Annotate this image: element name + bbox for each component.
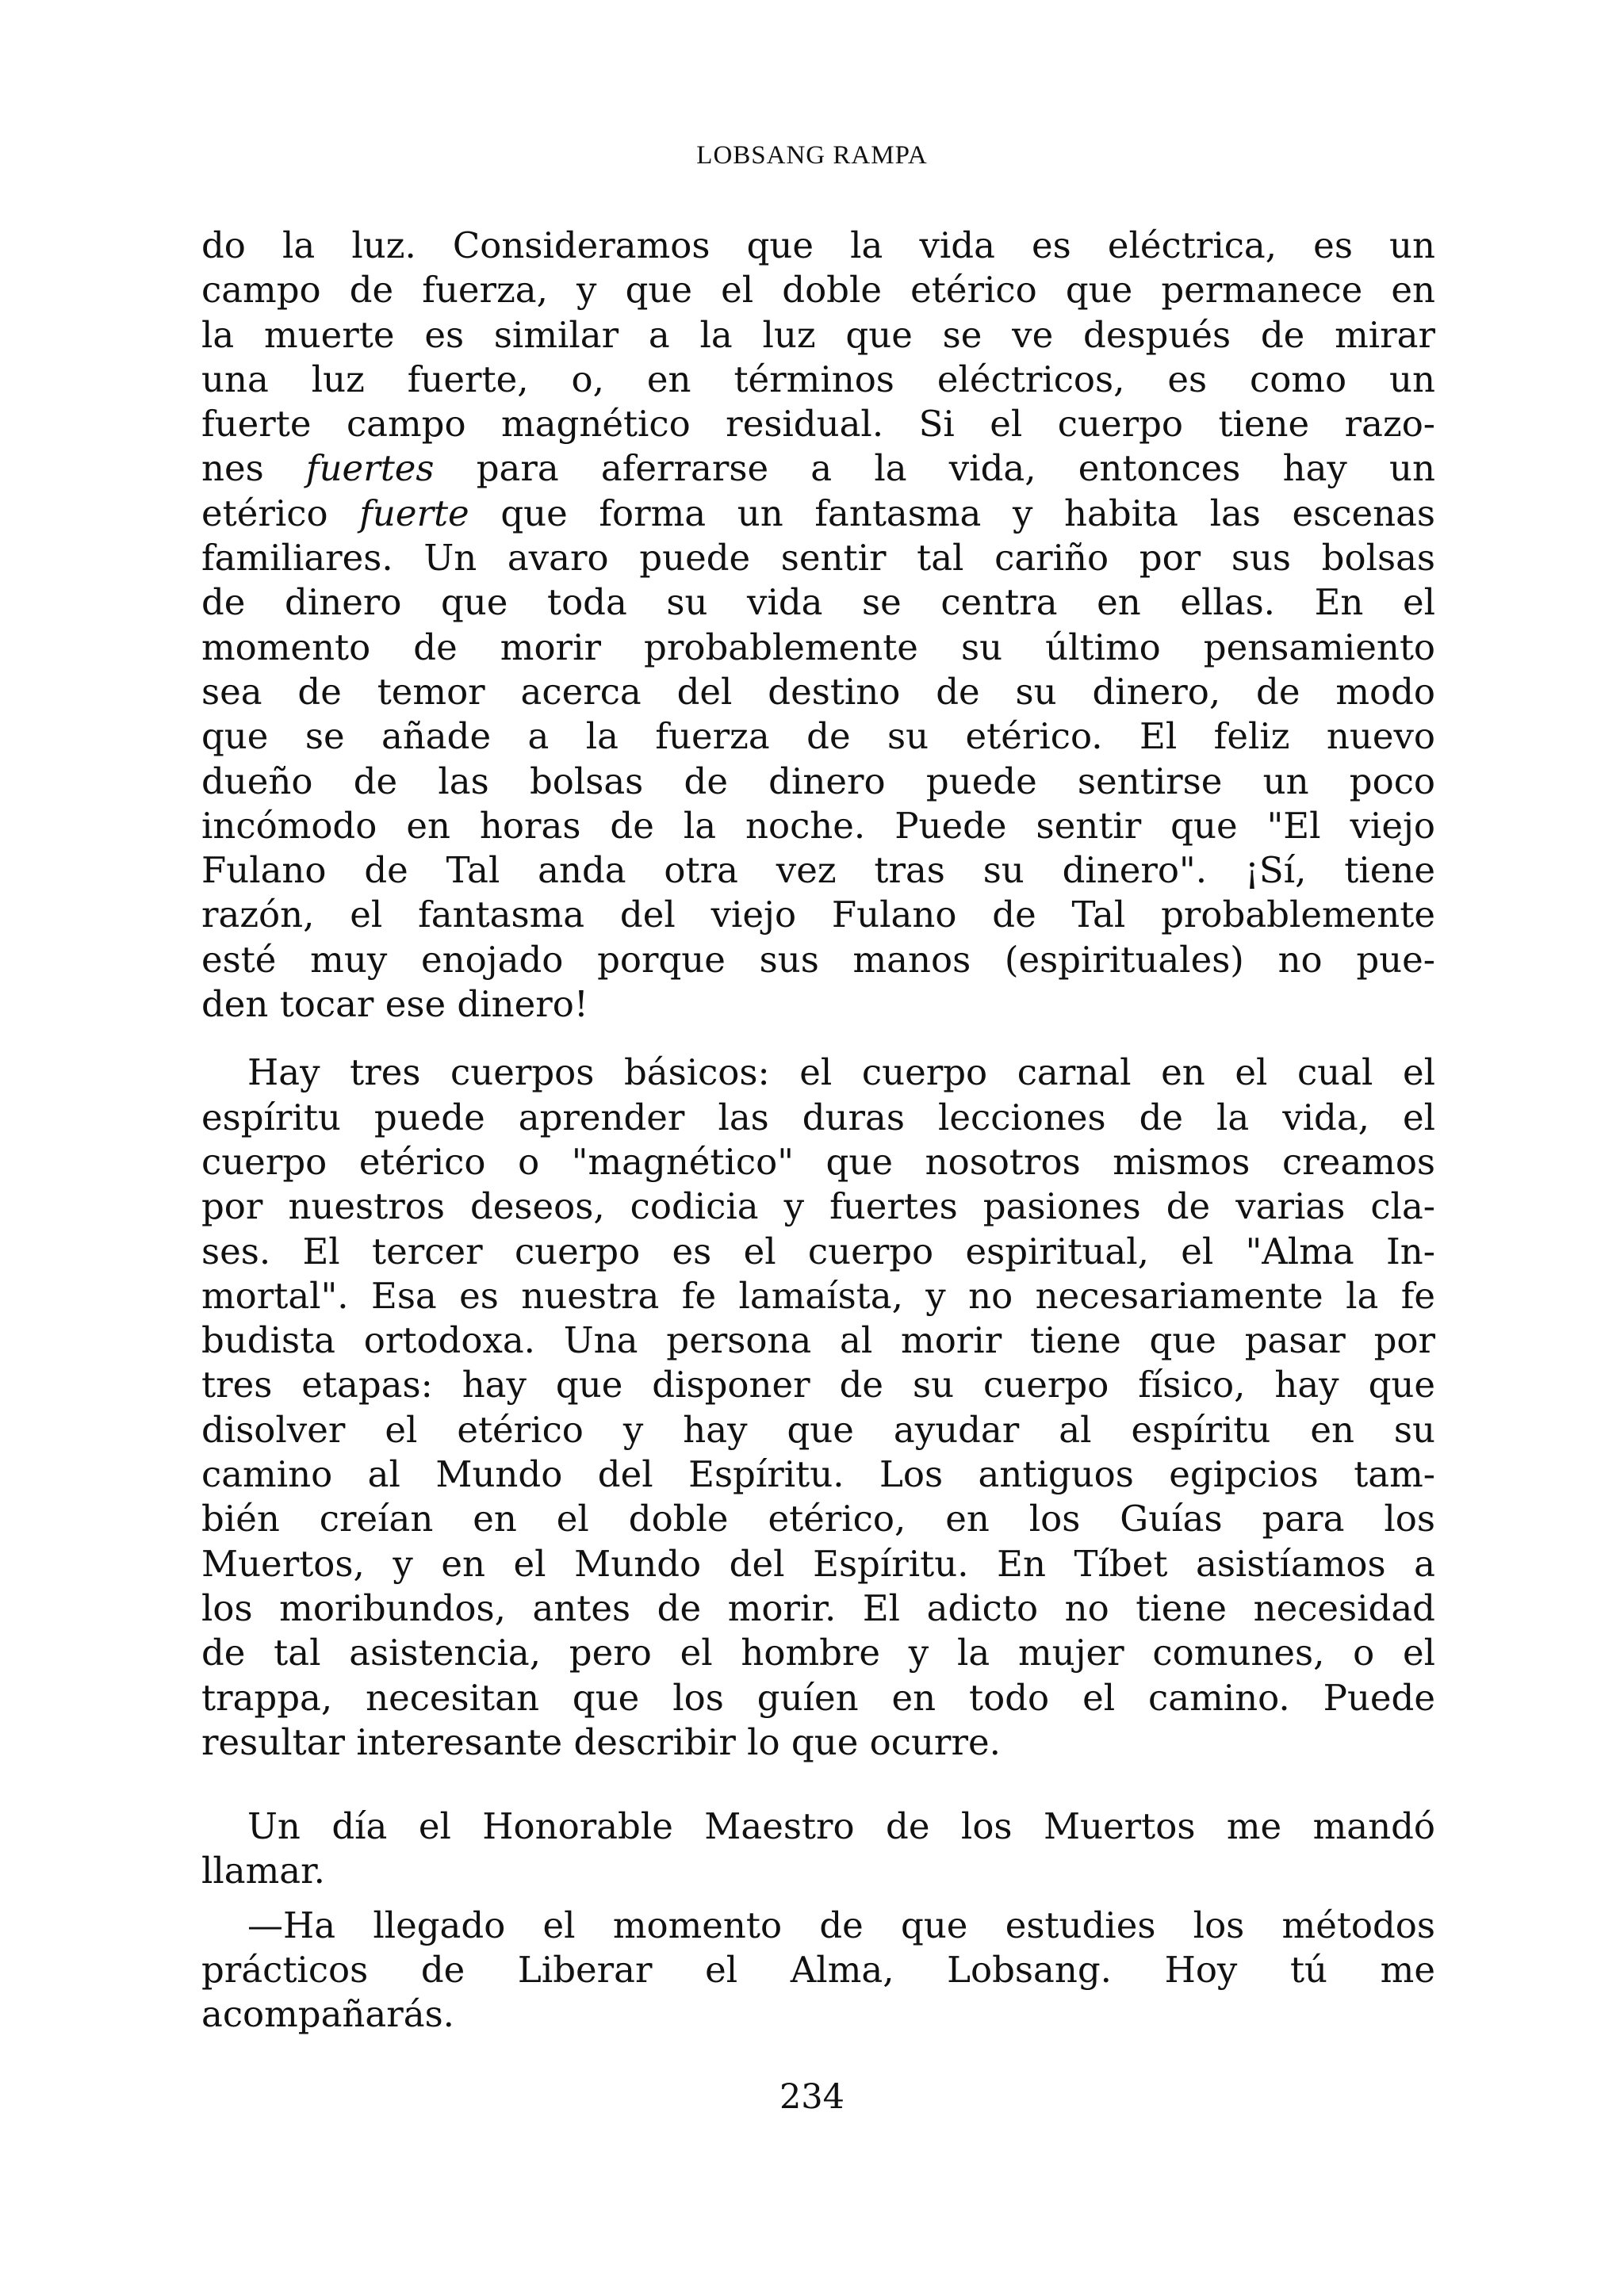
text-line: disolver el etérico y hay que ayudar al espíritu en su	[201, 1408, 1435, 1451]
paragraph	[201, 224, 1435, 1027]
text-line: budista ortodoxa. Una persona al morir tiene que pasar por	[201, 1319, 1435, 1362]
text-line: trappa, necesitan que los guíen en todo el camino. Puede	[201, 1676, 1435, 1719]
paragraph	[201, 1050, 1435, 1765]
text-line: acompañarás.	[201, 1993, 454, 2036]
text-line: dueño de las bolsas de dinero puede sentirse un poco	[201, 760, 1435, 802]
running-header: LOBSANG RAMPA	[696, 141, 928, 170]
text-line: nes fuertes para aferrarse a la vida, entonces hay un	[201, 447, 1436, 490]
text-line: cuerpo etérico o "magnético" que nosotros mismos creamos	[201, 1140, 1435, 1183]
text-line: que se añade a la fuerza de su etérico. El feliz nuevo	[201, 715, 1435, 758]
text-line: prácticos de Liberar el Alma, Lobsang. Hoy tú me	[201, 1948, 1435, 1991]
text-line: etérico fuerte que forma un fantasma y habita las escenas	[201, 492, 1435, 534]
text-line: mortal". Esa es nuestra fe lamaísta, y no necesariamente la fe	[201, 1274, 1435, 1317]
text-line: Hay tres cuerpos básicos: el cuerpo carnal en el cual el	[247, 1051, 1435, 1094]
italic-word: fuertes	[305, 447, 435, 490]
italic-word: fuerte	[359, 492, 469, 534]
paragraph-dialogue	[201, 1904, 1435, 2038]
text-line: Muertos, y en el Mundo del Espíritu. En Tíbet asistíamos a	[201, 1542, 1435, 1585]
text-line: esté muy enojado porque sus manos (espirituales) no pue-	[201, 938, 1435, 981]
text-line: sea de temor acerca del destino de su dinero, de modo	[201, 670, 1435, 713]
page-body	[201, 224, 1435, 2038]
text-line: do la luz. Consideramos que la vida es eléctrica, es un	[201, 224, 1435, 266]
text-line: llamar.	[201, 1850, 325, 1892]
text-line: por nuestros deseos, codicia y fuertes pasiones de varias cla-	[201, 1185, 1435, 1228]
text-line: una luz fuerte, o, en términos eléctricos, es como un	[201, 358, 1435, 400]
text-line: razón, el fantasma del viejo Fulano de Tal probablemente	[201, 894, 1435, 936]
text-line: ses. El tercer cuerpo es el cuerpo espiritual, el "Alma In-	[201, 1230, 1435, 1272]
text-line: Fulano de Tal anda otra vez tras su dinero". ¡Sí, tiene	[201, 849, 1435, 892]
page-number: 234	[779, 2077, 845, 2117]
text-line: —Ha llegado el momento de que estudies los métodos	[247, 1904, 1435, 1946]
text-line: momento de morir probablemente su último pensamiento	[201, 626, 1435, 668]
text-line: Un día el Honorable Maestro de los Muertos me mandó	[247, 1805, 1435, 1848]
text-line: den tocar ese dinero!	[201, 983, 588, 1026]
text-line: fuerte campo magnético residual. Si el cuerpo tiene razo-	[201, 403, 1435, 446]
text-line: familiares. Un avaro puede sentir tal cariño por sus bolsas	[201, 537, 1435, 580]
text-line: resultar interesante describir lo que ocurre.	[201, 1720, 1001, 1763]
text-line: de dinero que toda su vida se centra en ellas. En el	[201, 581, 1435, 624]
text-line: bién creían en el doble etérico, en los Guías para los	[201, 1498, 1435, 1540]
text-line: de tal asistencia, pero el hombre y la mujer comunes, o el	[201, 1632, 1435, 1674]
text-line: campo de fuerza, y que el doble etérico que permanece en	[201, 269, 1435, 312]
text-line: los moribundos, antes de morir. El adicto no tiene necesidad	[201, 1586, 1435, 1629]
text-line: la muerte es similar a la luz que se ve después de mirar	[201, 313, 1435, 356]
text-line: camino al Mundo del Espíritu. Los antiguos egipcios tam-	[201, 1453, 1435, 1496]
text-line: incómodo en horas de la noche. Puede sentir que "El viejo	[201, 804, 1435, 847]
text-line: tres etapas: hay que disponer de su cuerpo físico, hay que	[201, 1364, 1435, 1406]
text-line: espíritu puede aprender las duras lecciones de la vida, el	[201, 1096, 1435, 1138]
paragraph	[201, 1804, 1435, 1894]
